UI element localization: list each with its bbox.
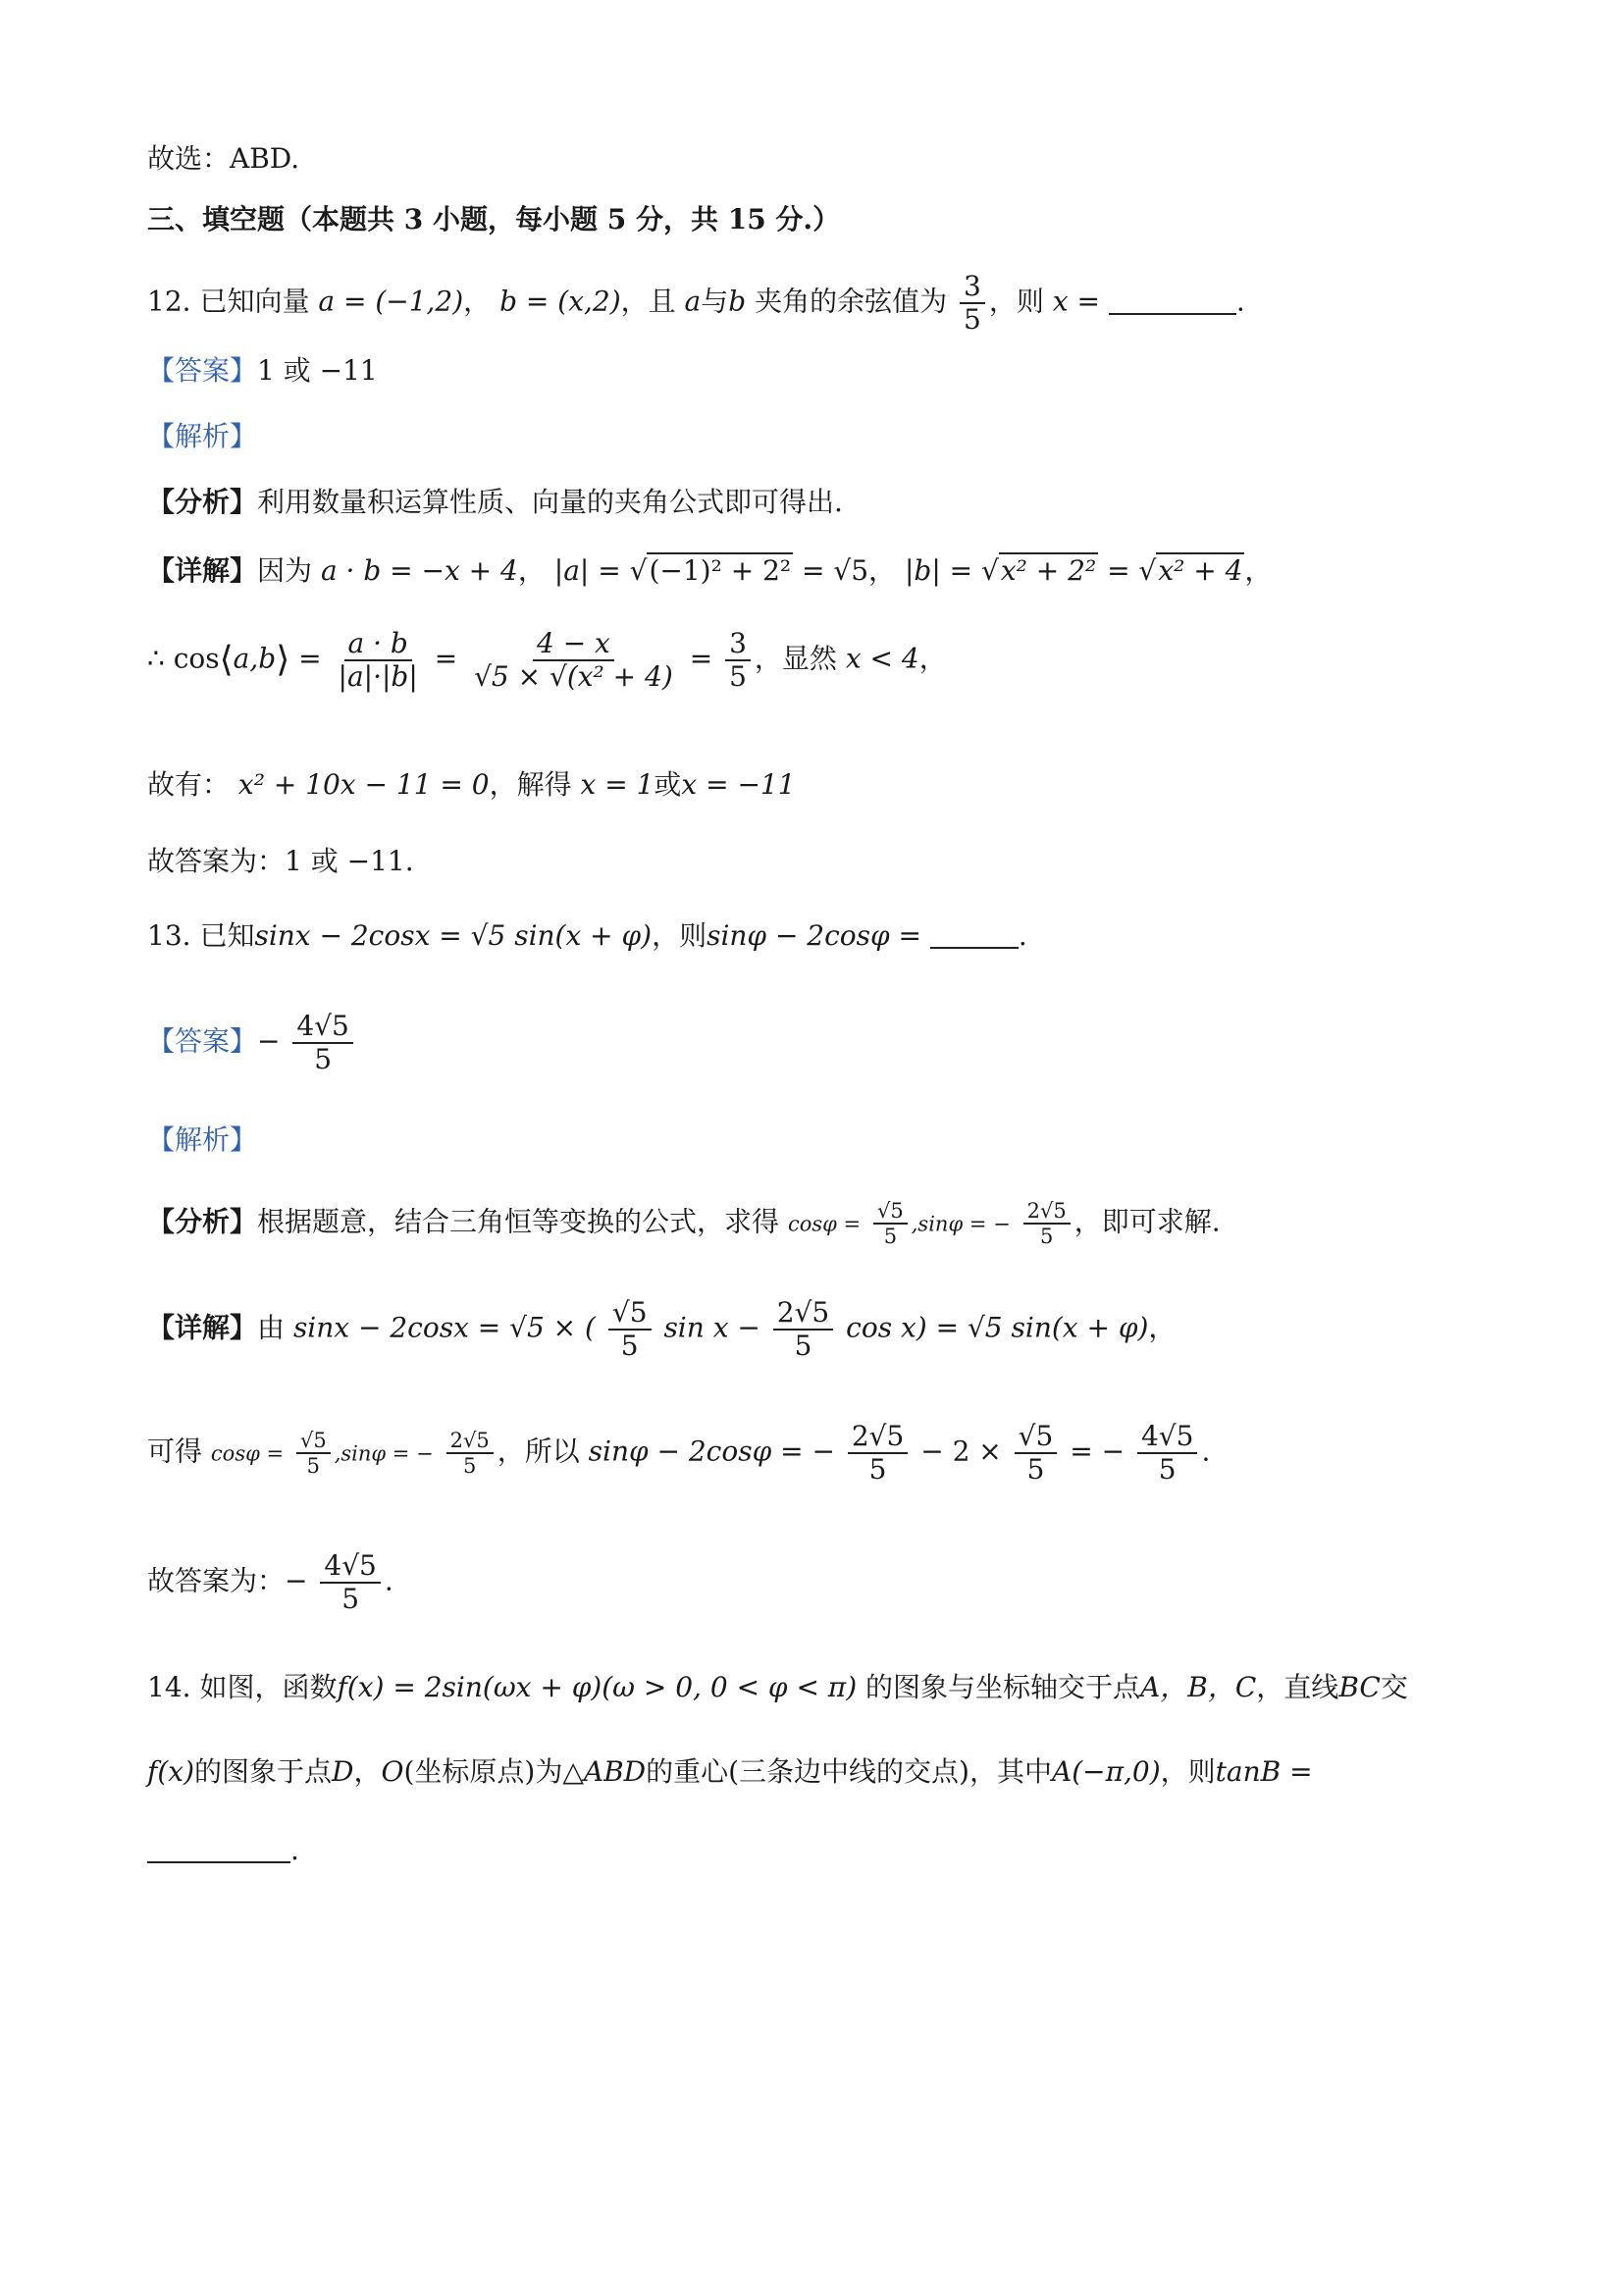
answer-tag: 【答案】 [147,354,258,387]
fraction: $\frac{4√5}{5}$ [292,1011,352,1075]
fraction: $\frac{4 - x}{\text{√5 × √(x² + 4)}}$ [474,627,673,694]
fraction: $\frac{2√5}{5}$ [446,1429,494,1478]
question-13-analysis-tag: 【解析】 [147,1123,258,1156]
question-14-stem-2: f(x)的图象于点D，O(坐标原点)为△ABD的重心(三条边中线的交点)，其中A(−π,0)，则tanB = [147,1755,1313,1788]
question-12-stem: 12. 已知向量 a = (−1,2)， b = (x,2)，且 a与b 夹角的余弦值为 $\frac{3}{5}$ ，则 x = . [147,270,1245,337]
fraction: $\frac{3}{5}$ [960,271,985,336]
answer-blank[interactable] [930,917,1019,949]
question-12-cos-line: ∴ cos⟨a,b⟩ = $\frac{a \cdot b}{|a|\cdot|b|}$ = $\frac{4 - x}{\text{√5 × √(x² + 4)}}$ = $\frac{3}{5}$ ，显然 x < 4， [147,627,947,694]
question-13-detail: 【详解】由 sinx − 2cosx = √5 × ( $\frac{√5}{5}$ sin x − $\frac{2√5}{5}$ cos x) = √5 sin(x + φ)， [147,1296,1177,1363]
fraction: $\frac{a \cdot b}{|a|\cdot|b|}$ [338,627,418,694]
question-12-thus: 故有： x² + 10x − 11 = 0，解得 x = 1或x = −11 [147,768,796,801]
fraction: $\frac{3}{5}$ [725,628,751,693]
fraction: $\frac{4√5}{5}$ [1137,1421,1197,1486]
fraction: $\frac{√5}{5}$ [873,1199,908,1248]
question-13-answer: 【答案】− $\frac{4√5}{5}$ [147,1011,357,1075]
question-13-get: 可得 cosφ = $\frac{√5}{5}$ ,sinφ = − $\frac{2√5}{5}$ ，所以 sinφ − 2cosφ = − $\frac{2√5}{5}$ − 2 × $\frac{√5}{5}$ = − $\frac{4√5}{5}$ . [147,1420,1211,1487]
fraction: $\frac{2√5}{5}$ [1023,1199,1071,1248]
fraction: $\frac{2√5}{5}$ [848,1421,908,1486]
fraction: $\frac{2√5}{5}$ [773,1297,833,1362]
question-13-fenxi: 【分析】根据题意，结合三角恒等变换的公式，求得 cosφ = $\frac{√5}{5}$ ,sinφ = − $\frac{2√5}{5}$ ，即可求解. [147,1199,1221,1249]
answer-blank[interactable] [1109,284,1236,315]
question-12-detail-1: 【详解】因为 a · b = −x + 4， |a| = √(−1)² + 2² = √5， |b| = √x² + 2² = √x² + 4， [147,554,1273,587]
fraction: $\frac{√5}{5}$ [1015,1421,1058,1486]
section-header: 三、填空题（本题共 3 小题，每小题 5 分，共 15 分.） [147,203,841,235]
previous-answer: 故选：ABD. [147,142,300,175]
fraction: $\frac{4√5}{5}$ [320,1550,380,1615]
fraction: $\frac{√5}{5}$ [296,1429,331,1478]
question-13-stem: 13. 已知sinx − 2cosx = √5 sin(x + φ)，则sinφ − 2cosφ = . [147,919,1027,952]
question-12-analysis-tag: 【解析】 [147,420,258,452]
fraction: $\frac{√5}{5}$ [608,1297,652,1362]
question-12-answer: 【答案】1 或 −11 [147,354,378,387]
question-14-stem-3: . [147,1831,299,1870]
question-14-stem-1: 14. 如图，函数f(x) = 2sin(ωx + φ)(ω > 0, 0 < φ < π) 的图象与坐标轴交于点A，B，C，直线BC交 [147,1671,1408,1703]
question-12-final: 故答案为：1 或 −11. [147,845,414,877]
answer-blank[interactable] [147,1832,290,1863]
question-13-final: 故答案为：− $\frac{4√5}{5}$ . [147,1549,393,1616]
question-12-fenxi: 【分析】利用数量积运算性质、向量的夹角公式即可得出. [147,486,843,518]
